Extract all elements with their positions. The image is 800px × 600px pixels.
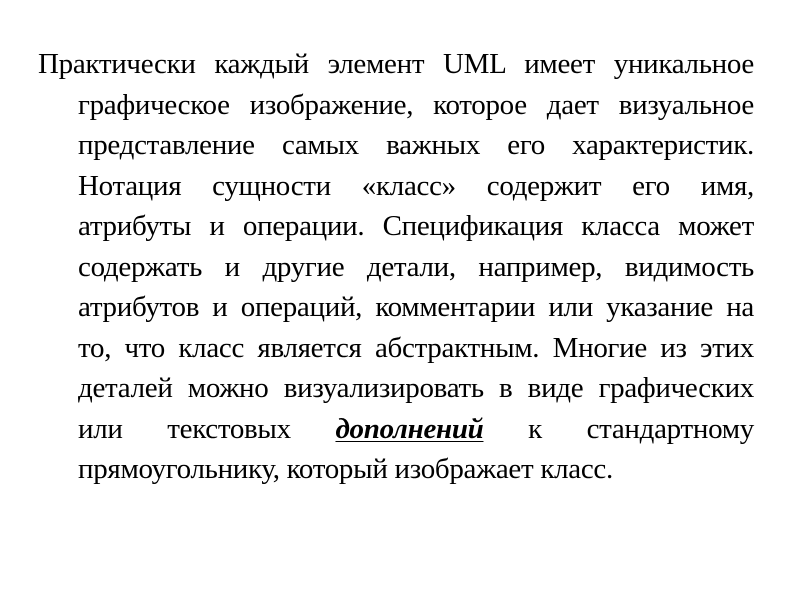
emphasized-term: дополнений — [335, 412, 484, 445]
paragraph-text-start: Практически каждый элемент UML имеет уникальное графическое изображение, которое дает визуальное представление самых важных его характеристик. Нотация сущности «класс» содержит его имя, атрибуты и операции. Спецификация класса может содержать и другие детали, например, видимость атрибутов и операций, комментарии или указание на то, что класс является абстрактным. Многие из этих деталей можно визуализировать в виде графических или текстовых — [38, 48, 754, 445]
paragraph-text-end: к стандартному прямоугольнику, который изображает класс. — [78, 412, 754, 485]
body-paragraph — [38, 44, 754, 490]
